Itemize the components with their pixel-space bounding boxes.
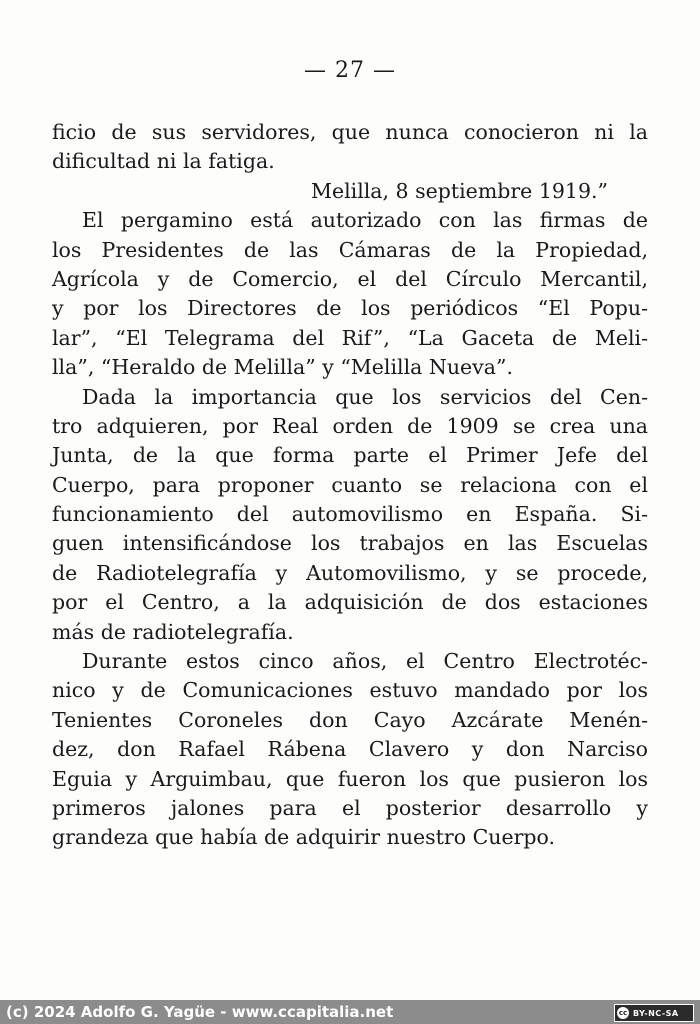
text-line: y por los Directores de los periódicos “El Popu- [52,296,648,321]
text-line: lla”, “Heraldo de Melilla” y “Melilla Nueva”. [52,355,513,380]
closing-date-line: Melilla, 8 septiembre 1919.” [310,178,608,203]
text-line: guen intensificándose los trabajos en las Escuelas [52,531,648,556]
text-line: lar”, “El Telegrama del Rif”, “La Gaceta de Meli- [52,325,648,350]
watermark-footer-bar [0,1000,700,1024]
paragraph-start-line: El pergamino está autorizado con las firmas de [82,208,648,233]
text-line: dificultad ni la fatiga. [52,149,275,174]
cc-license-badge[interactable] [614,1004,694,1022]
copyright-credit: (c) 2024 Adolfo G. Yagüe - www.ccapitalia.net [6,1003,394,1021]
text-line: nico y de Comunicaciones estuvo mandado por los [52,678,648,703]
text-line: Agrícola y de Comercio, el del Círculo Mercantil, [52,266,648,291]
text-line: los Presidentes de las Cámaras de la Propiedad, [52,237,648,262]
text-line: primeros jalones para el posterior desarrollo y [52,795,648,820]
text-line: tro adquieren, por Real orden de 1909 se crea una [52,413,648,438]
body-text [52,118,648,853]
text-line: más de radiotelegrafía. [52,619,294,644]
text-line: Junta, de la que forma parte el Primer Jefe del [52,443,648,468]
text-line: grandeza que había de adquirir nuestro Cuerpo. [52,825,556,850]
text-line: de Radiotelegrafía y Automovilismo, y se procede, [52,560,648,585]
text-line: ficio de sus servidores, que nunca conocieron ni la [52,120,648,144]
cc-icon: cc [618,1009,628,1017]
text-line: por el Centro, a la adquisición de dos estaciones [52,590,648,615]
page-number: — 27 — [304,58,396,83]
license-label: BY-NC-SA [633,1008,679,1018]
paragraph-start-line: Durante estos cinco años, el Centro Electrotéc- [82,649,648,674]
paragraph-start-line: Dada la importancia que los servicios del Cen- [82,384,648,409]
text-line: Cuerpo, para proponer cuanto se relaciona con el [52,472,648,497]
text-line: dez, don Rafael Rábena Clavero y don Narciso [52,737,648,762]
text-line: Eguia y Arguimbau, que fueron los que pusieron los [52,766,648,791]
text-line: Tenientes Coroneles don Cayo Azcárate Menén- [52,707,648,732]
text-line: funcionamiento del automovilismo en España. Si- [52,502,648,527]
